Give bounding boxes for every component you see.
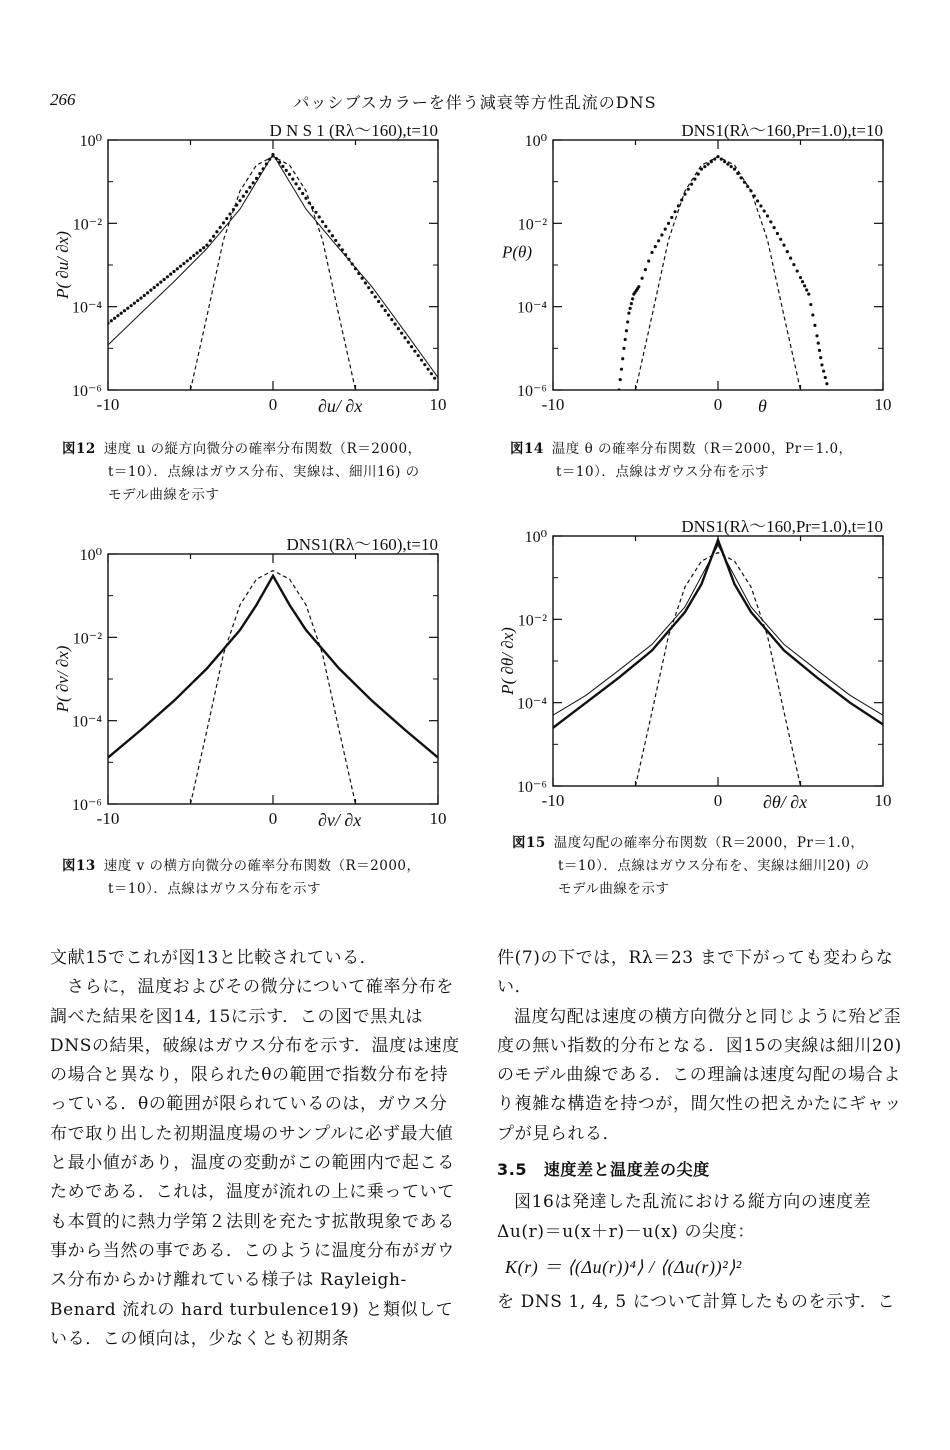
data-point xyxy=(298,187,301,190)
data-point xyxy=(245,190,248,193)
data-point xyxy=(786,250,789,253)
data-point xyxy=(149,289,152,292)
data-point xyxy=(403,336,406,339)
x-axis-label: ∂u/ ∂x xyxy=(318,396,363,416)
caption-line: t＝10）．点線はガウス分布を、実線は細川20) の xyxy=(558,858,870,874)
data-point xyxy=(321,220,324,223)
data-point xyxy=(334,239,337,242)
data-point xyxy=(136,299,139,302)
running-title: パッシブスカラーを伴う減衰等方性乱流のDNS xyxy=(293,93,657,112)
data-point xyxy=(818,349,821,352)
data-point xyxy=(776,232,779,235)
plot-frame xyxy=(553,536,883,786)
caption-line: 速度 v の横方向微分の確率分布関数（R＝2000， xyxy=(103,858,421,874)
paragraph: を DNS 1, 4, 5 について計算したものを示す．こ xyxy=(497,1292,896,1313)
data-point xyxy=(209,239,212,242)
data-point xyxy=(430,372,433,375)
data-point xyxy=(417,354,420,357)
data-point xyxy=(110,319,113,322)
data-point xyxy=(113,317,116,320)
data-point xyxy=(809,303,812,306)
data-point xyxy=(186,259,189,262)
data-point xyxy=(153,286,156,289)
caption-line: 速度 u の縦方向微分の確率分布関数（R＝2000， xyxy=(103,441,422,457)
data-point xyxy=(384,309,387,312)
paragraph: 文献15でこれが図13と比較されている． xyxy=(50,948,378,968)
data-point xyxy=(242,195,245,198)
x-tick-label: 10 xyxy=(429,395,447,414)
caption-line: t＝10）．点線はガウス分布、実線は、細川16) の xyxy=(108,464,420,480)
data-point xyxy=(620,368,623,371)
section-heading: 3.5 速度差と温度差の尖度 xyxy=(497,1160,710,1180)
data-point xyxy=(163,278,166,281)
chart-title: DNS1(Rλ〜160,Pr=1.0),t=10 xyxy=(681,121,883,140)
data-point xyxy=(314,211,317,214)
data-point xyxy=(617,388,620,391)
data-point xyxy=(407,341,410,344)
data-point xyxy=(166,275,169,278)
data-point xyxy=(619,378,622,381)
data-point xyxy=(650,251,653,254)
x-tick-label: 0 xyxy=(713,791,723,810)
data-point xyxy=(801,280,804,283)
data-point xyxy=(660,233,663,236)
data-point xyxy=(212,235,215,238)
data-point xyxy=(291,178,294,181)
data-point xyxy=(792,263,795,266)
y-tick-label: 10⁰ xyxy=(524,133,547,150)
body-left-column xyxy=(50,944,462,1354)
data-point xyxy=(433,377,436,380)
data-point xyxy=(647,259,650,262)
data-point xyxy=(397,327,400,330)
data-point xyxy=(423,363,426,366)
data-point xyxy=(654,245,657,248)
plot-frame xyxy=(108,554,438,804)
data-point xyxy=(364,281,367,284)
chart-title: D N S 1 (Rλ〜160),t=10 xyxy=(269,121,438,140)
data-point xyxy=(773,226,776,229)
data-point xyxy=(664,228,667,231)
data-point xyxy=(631,297,634,300)
y-axis-label: P(θ) xyxy=(501,242,533,262)
data-point xyxy=(690,183,693,186)
data-point xyxy=(390,318,393,321)
caption-line: t＝10）．点線はガウス分布を示す xyxy=(108,881,321,897)
data-point xyxy=(703,165,706,168)
paragraph: 件(7)の下では，Rλ＝23 まで下がっても変わらない． xyxy=(497,948,894,998)
data-point xyxy=(248,186,251,189)
data-point xyxy=(130,304,133,307)
y-tick-label: 10⁻⁶ xyxy=(516,383,547,400)
data-point xyxy=(252,181,255,184)
data-point xyxy=(803,284,806,287)
data-point xyxy=(427,368,430,371)
data-point xyxy=(779,238,782,241)
data-point xyxy=(196,251,199,254)
data-point xyxy=(637,285,640,288)
data-point xyxy=(295,182,298,185)
data-point xyxy=(825,382,828,385)
y-axis-label: P( ∂θ/ ∂x) xyxy=(498,627,517,695)
data-point xyxy=(667,222,670,225)
chart-title: DNS1(Rλ〜160,Pr=1.0),t=10 xyxy=(681,517,883,536)
caption-line: t＝10）．点線はガウス分布を示す xyxy=(556,464,769,480)
data-point xyxy=(179,265,182,268)
data-point xyxy=(380,304,383,307)
figure-14-chart xyxy=(495,121,905,428)
x-tick-label: -10 xyxy=(541,395,565,414)
equation: K(r) ＝ ⟨(Δu(r))⁴⟩ / ⟨(Δu(r))²⟩² xyxy=(505,1256,742,1277)
x-axis-label: θ xyxy=(758,396,767,416)
data-point xyxy=(641,277,644,280)
data-point xyxy=(400,332,403,335)
figure-13-caption xyxy=(62,855,462,901)
data-point xyxy=(219,226,222,229)
data-point xyxy=(799,276,802,279)
figure-15-caption xyxy=(512,832,912,901)
data-point xyxy=(159,281,162,284)
y-tick-label: 10⁻² xyxy=(517,612,547,630)
paragraph: 温度勾配は速度の横方向微分と同じように殆ど歪度の無い指数的分布となる．図15の実線は細川20) のモデル曲線である．この理論は速度勾配の場合より複雑な構造を持つが，間欠性の把えかたにギャップが見られる． xyxy=(497,1006,902,1144)
data-point xyxy=(367,286,370,289)
data-point xyxy=(139,297,142,300)
chart-title: DNS1(Rλ〜160),t=10 xyxy=(286,535,438,554)
model-curve-line xyxy=(108,154,438,377)
plot-area xyxy=(553,540,883,786)
caption-number: 図14 xyxy=(510,441,544,457)
y-tick-label: 10⁻² xyxy=(72,216,102,234)
gaussian-curve-line xyxy=(191,571,356,804)
y-tick-label: 10⁻⁶ xyxy=(71,797,102,814)
plot-area xyxy=(106,153,438,390)
data-point xyxy=(824,376,827,379)
data-point xyxy=(626,320,629,323)
data-point xyxy=(624,338,627,341)
body-right-column xyxy=(497,944,909,1318)
data-point xyxy=(324,225,327,228)
data-point xyxy=(318,215,321,218)
data-point xyxy=(687,188,690,191)
data-point xyxy=(146,291,149,294)
data-point xyxy=(413,350,416,353)
data-point xyxy=(670,216,673,219)
data-point xyxy=(756,199,759,202)
page-number: 266 xyxy=(50,90,76,109)
figure-15-chart xyxy=(495,517,905,824)
data-point xyxy=(819,356,822,359)
figure-13-chart xyxy=(50,535,460,842)
data-point xyxy=(707,163,710,166)
x-axis-label: ∂θ/ ∂x xyxy=(763,792,808,812)
data-point xyxy=(205,244,208,247)
data-point xyxy=(420,359,423,362)
data-point xyxy=(674,210,677,213)
x-tick-label: 10 xyxy=(429,809,447,828)
y-tick-label: 10⁻² xyxy=(517,216,547,234)
y-tick-label: 10⁻⁶ xyxy=(516,779,547,796)
caption-number: 図12 xyxy=(62,441,96,457)
data-point xyxy=(644,268,647,271)
y-tick-label: 10⁰ xyxy=(79,133,102,150)
data-point xyxy=(202,246,205,249)
data-point xyxy=(169,273,172,276)
data-point xyxy=(281,165,284,168)
data-point xyxy=(782,244,785,247)
data-point xyxy=(817,341,820,344)
data-point xyxy=(304,197,307,200)
data-point xyxy=(807,293,810,296)
data-point xyxy=(106,322,109,325)
data-point xyxy=(815,334,818,337)
caption-number: 図15 xyxy=(512,835,546,851)
y-tick-label: 10⁻⁴ xyxy=(516,299,547,317)
x-tick-label: -10 xyxy=(541,791,565,810)
y-tick-label: 10⁰ xyxy=(79,547,102,564)
figure-14-caption xyxy=(510,438,910,484)
dns-data-line xyxy=(108,576,438,758)
data-point xyxy=(730,165,733,168)
data-point xyxy=(622,347,625,350)
data-point xyxy=(726,163,729,166)
y-tick-label: 10⁻⁴ xyxy=(71,713,102,731)
y-tick-label: 10⁻² xyxy=(72,630,102,648)
data-point xyxy=(328,229,331,232)
data-point xyxy=(766,214,769,217)
data-point xyxy=(657,239,660,242)
x-tick-label: 10 xyxy=(874,791,892,810)
caption-line: 温度 θ の確率分布関数（R＝2000，Pr＝1.0， xyxy=(551,441,853,457)
data-point xyxy=(813,324,816,327)
caption-line: モデル曲線を示す xyxy=(558,881,670,897)
y-tick-label: 10⁰ xyxy=(524,529,547,546)
data-point xyxy=(222,221,225,224)
caption-line: 温度勾配の確率分布関数（R＝2000，Pr＝1.0， xyxy=(553,835,865,851)
plot-frame xyxy=(553,140,883,390)
data-point xyxy=(387,313,390,316)
y-tick-label: 10⁻⁴ xyxy=(516,695,547,713)
data-point xyxy=(192,254,195,257)
x-tick-label: 10 xyxy=(874,395,892,414)
data-point xyxy=(822,370,825,373)
data-point xyxy=(301,192,304,195)
data-point xyxy=(805,288,808,291)
data-point xyxy=(789,256,792,259)
data-point xyxy=(229,212,232,215)
data-point xyxy=(759,204,762,207)
data-point xyxy=(811,313,814,316)
data-point xyxy=(133,302,136,305)
data-point xyxy=(621,357,624,360)
data-point xyxy=(116,314,119,317)
data-point xyxy=(374,295,377,298)
gaussian-curve-line xyxy=(636,157,801,390)
data-point xyxy=(337,244,340,247)
data-point xyxy=(394,323,397,326)
data-point xyxy=(123,309,126,312)
x-tick-label: 0 xyxy=(268,809,278,828)
data-point xyxy=(629,307,632,310)
x-tick-label: 0 xyxy=(713,395,723,414)
data-point xyxy=(683,193,686,196)
y-tick-label: 10⁻⁴ xyxy=(71,299,102,317)
data-point xyxy=(796,269,799,272)
data-point xyxy=(225,217,228,220)
gaussian-curve-line xyxy=(636,553,801,786)
data-point xyxy=(769,220,772,223)
data-point xyxy=(627,312,630,315)
data-point xyxy=(156,283,159,286)
data-point xyxy=(238,199,241,202)
data-point xyxy=(285,169,288,172)
data-point xyxy=(120,312,123,315)
x-axis-label: ∂v/ ∂x xyxy=(318,810,362,830)
data-point xyxy=(215,230,218,233)
x-tick-label: -10 xyxy=(96,395,120,414)
data-point xyxy=(189,257,192,260)
caption-line: モデル曲線を示す xyxy=(108,487,220,503)
data-point xyxy=(176,267,179,270)
y-tick-label: 10⁻⁶ xyxy=(71,383,102,400)
data-point xyxy=(126,307,129,310)
data-point xyxy=(630,302,633,305)
x-tick-label: 0 xyxy=(268,395,278,414)
y-axis-label: P( ∂v/ ∂x) xyxy=(53,645,72,713)
data-point xyxy=(763,209,766,212)
data-point xyxy=(377,300,380,303)
data-point xyxy=(288,173,291,176)
data-point xyxy=(700,168,703,171)
paragraph: さらに，温度およびその微分について確率分布を調べた結果を図14, 15に示す．この図で黒丸はDNSの結果，破線はガウス分布を示す．温度は速度の場合と異なり，限られたθの範囲で指数分布を持っている．θの範囲が限られているのは，ガウス分布で取り出した初期温度場のサンプルに必ず最大値と最小値があり，温度の変動がこの範囲内で起こるためである．これは，温度が流れの上に乗っていても本質的に熱力学第２法則を充たす拡散現象である事から当然の事である．このように温度分布がガウス分布からかけ離れている様子は Rayleigh-Benard 流れの hard turbulence19) と類似している．この傾向は，少なくとも初期条 xyxy=(50,977,460,1349)
data-point xyxy=(143,294,146,297)
plot-frame xyxy=(108,140,438,390)
data-point xyxy=(199,249,202,252)
x-tick-label: -10 xyxy=(96,809,120,828)
paragraph: 図16は発達した乱流における縦方向の速度差 Δu(r)＝u(x＋r)－u(x) の尖度： xyxy=(497,1192,872,1242)
data-point xyxy=(182,262,185,265)
data-point xyxy=(331,234,334,237)
y-axis-label: P( ∂u/ ∂x) xyxy=(53,231,72,299)
data-point xyxy=(172,270,175,273)
data-point xyxy=(370,291,373,294)
figure-12-chart xyxy=(50,121,460,428)
data-point xyxy=(625,329,628,332)
figure-12-caption xyxy=(62,438,462,507)
caption-number: 図13 xyxy=(62,858,96,874)
data-point xyxy=(820,363,823,366)
plot-area xyxy=(108,571,438,804)
dns-data-line xyxy=(553,540,883,728)
data-point xyxy=(410,345,413,348)
plot-area xyxy=(617,155,828,392)
data-point xyxy=(733,168,736,171)
gaussian-curve-line xyxy=(191,157,356,390)
